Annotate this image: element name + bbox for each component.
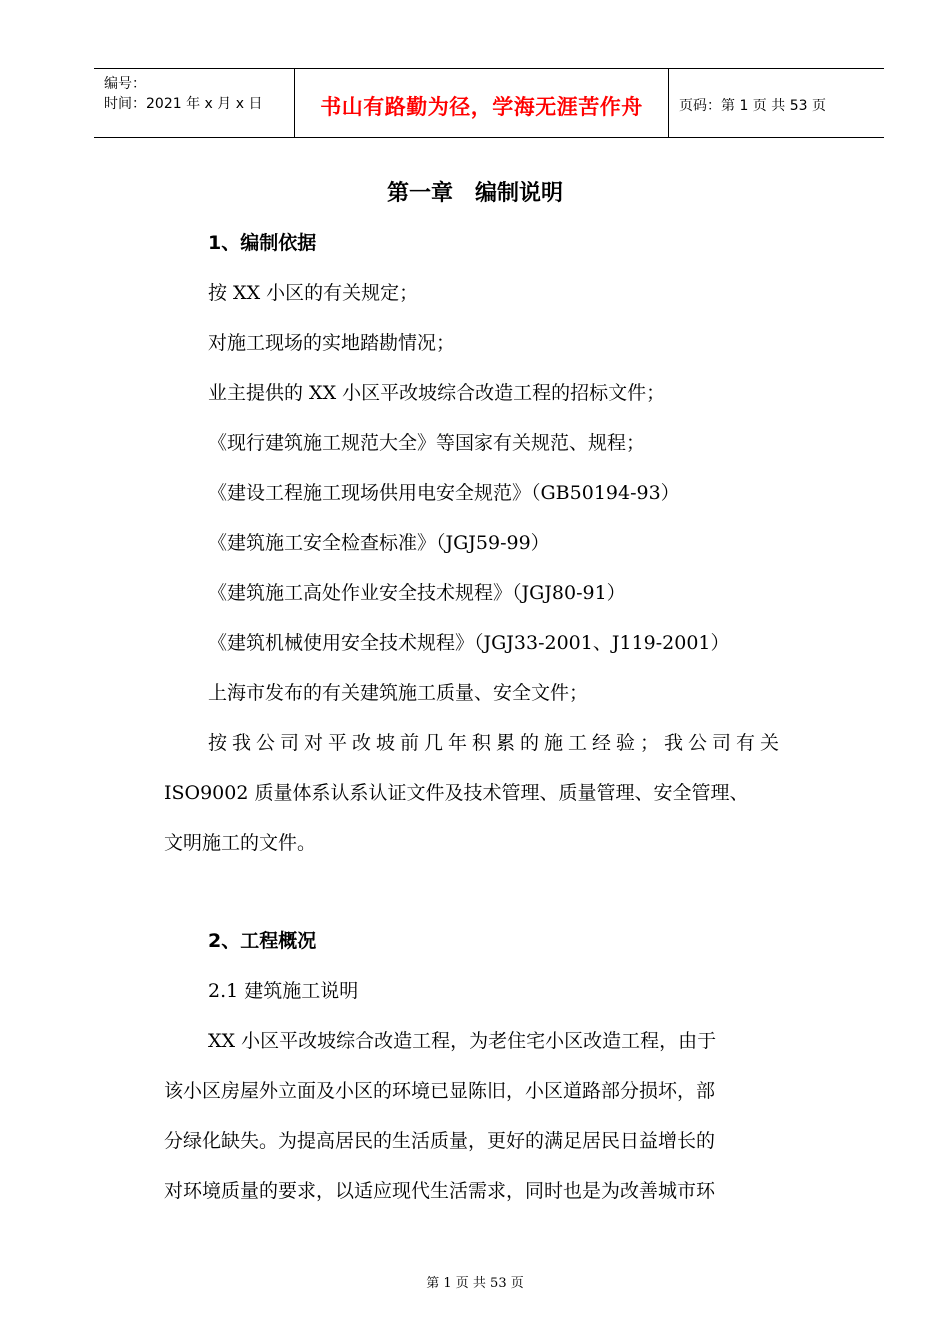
basis-item: 上海市发布的有关建筑施工质量、安全文件； bbox=[208, 682, 589, 704]
header-motto: 书山有路勤为径，学海无涯苦作舟 bbox=[320, 95, 643, 119]
basis-item: 按 XX 小区的有关规定； bbox=[208, 282, 419, 304]
basis-item: 《建筑施工高处作业安全技术规程》（JGJ80-91） bbox=[208, 582, 626, 604]
basis-item: 对施工现场的实地踏勘情况； bbox=[208, 332, 456, 354]
page-footer: 第 1 页 共 53 页 bbox=[426, 1276, 524, 1291]
section-heading-1: 1、编制依据 bbox=[208, 232, 317, 254]
header-motto-cell bbox=[295, 69, 669, 137]
header-meta-cell bbox=[94, 69, 295, 137]
overview-paragraph-line: XX 小区平改坡综合改造工程，为老住宅小区改造工程，由于 bbox=[208, 1030, 717, 1052]
header-time-label: 时间：2021 年 x 月 x 日 bbox=[104, 96, 263, 112]
chapter-title: 第一章 编制说明 bbox=[386, 181, 563, 206]
header-page-info: 页码：第 1 页 共 53 页 bbox=[679, 98, 826, 114]
header-page-cell bbox=[669, 69, 884, 137]
overview-paragraph-line: 对环境质量的要求，以适应现代生活需求，同时也是为改善城市环 bbox=[164, 1180, 716, 1202]
overview-paragraph-line: 分绿化缺失。为提高居民的生活质量，更好的满足居民日益增长的 bbox=[164, 1130, 716, 1152]
basis-item: 业主提供的 XX 小区平改坡综合改造工程的招标文件； bbox=[208, 382, 666, 404]
section-heading-2: 2、工程概况 bbox=[208, 930, 317, 952]
basis-paragraph-line: 按我公司对平改坡前几年积累的施工经验；我公司有关 bbox=[208, 732, 785, 754]
basis-paragraph-line: ISO9002 质量体系认系认证文件及技术管理、质量管理、安全管理、 bbox=[164, 782, 749, 804]
overview-paragraph-line: 该小区房屋外立面及小区的环境已显陈旧，小区道路部分损坏，部 bbox=[164, 1080, 716, 1102]
basis-item: 《建设工程施工现场供用电安全规范》（GB50194-93） bbox=[208, 482, 680, 504]
basis-item: 《现行建筑施工规范大全》等国家有关规范、规程； bbox=[208, 432, 646, 454]
subsection-heading: 2.1 建筑施工说明 bbox=[208, 980, 359, 1002]
basis-paragraph-line: 文明施工的文件。 bbox=[164, 832, 317, 854]
header-number-label: 编号： bbox=[104, 76, 146, 92]
basis-item: 《建筑施工安全检查标准》（JGJ59-99） bbox=[208, 532, 550, 554]
basis-item: 《建筑机械使用安全技术规程》（JGJ33-2001、J119-2001） bbox=[208, 632, 730, 654]
page-header bbox=[94, 68, 884, 138]
